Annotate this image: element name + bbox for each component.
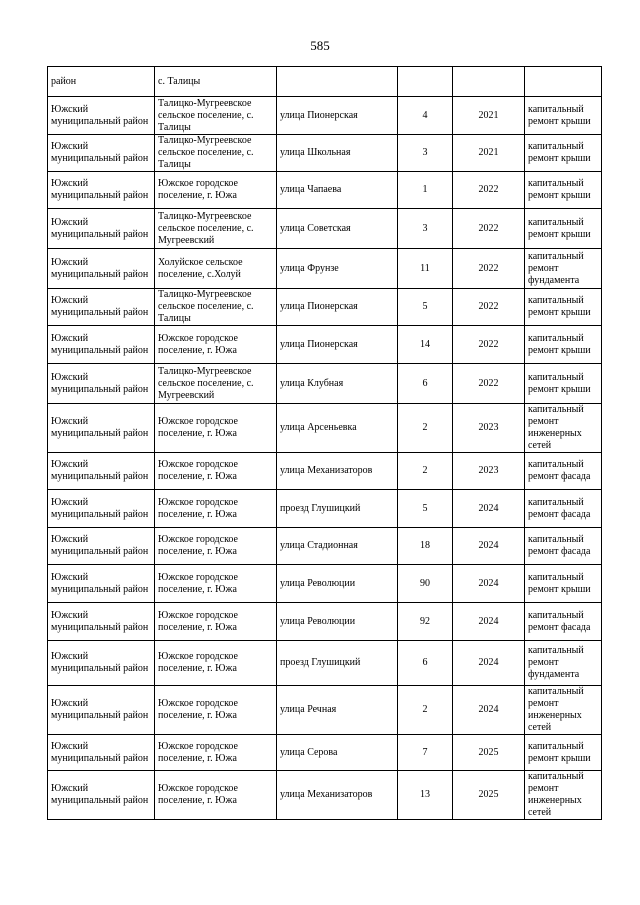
cell-work-type: капитальный ремонт инженерных сетей	[525, 404, 602, 453]
cell-area: Южский муниципальный район	[48, 641, 155, 686]
cell-street: улица Клубная	[277, 364, 398, 404]
cell-street: улица Арсеньевка	[277, 404, 398, 453]
table-row	[48, 97, 602, 135]
cell-year: 2024	[453, 490, 525, 528]
cell-area: Южский муниципальный район	[48, 172, 155, 209]
cell-street: улица Стадионная	[277, 528, 398, 565]
table-row	[48, 172, 602, 209]
cell-work-type: капитальный ремонт фасада	[525, 603, 602, 641]
cell-area: Южский муниципальный район	[48, 453, 155, 490]
cell-year: 2024	[453, 565, 525, 603]
cell-work-type: капитальный ремонт фасада	[525, 453, 602, 490]
cell-street: улица Советская	[277, 209, 398, 249]
table-row	[48, 135, 602, 172]
cell-house-number: 7	[398, 735, 453, 771]
cell-street: улица Механизаторов	[277, 771, 398, 820]
cell-house-number: 92	[398, 603, 453, 641]
cell-street: улица Революции	[277, 565, 398, 603]
table-row	[48, 565, 602, 603]
cell-street: улица Чапаева	[277, 172, 398, 209]
cell-work-type: капитальный ремонт фундамента	[525, 249, 602, 289]
cell-area: Южский муниципальный район	[48, 686, 155, 735]
cell-area: Южский муниципальный район	[48, 289, 155, 326]
table-row	[48, 289, 602, 326]
cell-work-type: капитальный ремонт инженерных сетей	[525, 686, 602, 735]
cell-street: улица Пионерская	[277, 326, 398, 364]
cell-house-number: 13	[398, 771, 453, 820]
cell-street: улица Речная	[277, 686, 398, 735]
cell-house-number: 2	[398, 686, 453, 735]
cell-area: Южский муниципальный район	[48, 490, 155, 528]
cell-work-type: капитальный ремонт фундамента	[525, 641, 602, 686]
cell-area: Южский муниципальный район	[48, 249, 155, 289]
cell-work-type: капитальный ремонт фасада	[525, 490, 602, 528]
cell-street: улица Фрунзе	[277, 249, 398, 289]
cell-settlement: Холуйское сельское поселение, с.Холуй	[155, 249, 277, 289]
cell-house-number: 6	[398, 641, 453, 686]
cell-street	[277, 67, 398, 97]
table-row	[48, 771, 602, 820]
cell-year: 2025	[453, 735, 525, 771]
cell-settlement: Южское городское поселение, г. Южа	[155, 603, 277, 641]
cell-house-number: 2	[398, 453, 453, 490]
cell-year: 2022	[453, 364, 525, 404]
cell-house-number: 1	[398, 172, 453, 209]
cell-settlement: Южское городское поселение, г. Южа	[155, 771, 277, 820]
cell-house-number: 11	[398, 249, 453, 289]
cell-year: 2021	[453, 135, 525, 172]
table-row	[48, 67, 602, 97]
cell-street: улица Пионерская	[277, 289, 398, 326]
table-row	[48, 326, 602, 364]
cell-area: Южский муниципальный район	[48, 735, 155, 771]
cell-area: Южский муниципальный район	[48, 603, 155, 641]
cell-work-type: капитальный ремонт крыши	[525, 364, 602, 404]
cell-work-type	[525, 67, 602, 97]
cell-area: Южский муниципальный район	[48, 404, 155, 453]
cell-street: улица Революции	[277, 603, 398, 641]
cell-work-type: капитальный ремонт крыши	[525, 289, 602, 326]
cell-settlement: Южское городское поселение, г. Южа	[155, 326, 277, 364]
cell-area: Южский муниципальный район	[48, 565, 155, 603]
cell-street: проезд Глушицкий	[277, 490, 398, 528]
cell-settlement: Талицко-Мугреевское сельское поселение, с. Талицы	[155, 97, 277, 135]
table-row	[48, 364, 602, 404]
cell-year: 2022	[453, 172, 525, 209]
cell-house-number: 5	[398, 289, 453, 326]
cell-house-number: 5	[398, 490, 453, 528]
cell-work-type: капитальный ремонт крыши	[525, 97, 602, 135]
table-row	[48, 603, 602, 641]
cell-house-number: 2	[398, 404, 453, 453]
cell-settlement: Южское городское поселение, г. Южа	[155, 565, 277, 603]
cell-year: 2024	[453, 528, 525, 565]
cell-street: улица Школьная	[277, 135, 398, 172]
cell-house-number: 18	[398, 528, 453, 565]
table-row	[48, 641, 602, 686]
cell-house-number: 3	[398, 135, 453, 172]
cell-settlement: Южское городское поселение, г. Южа	[155, 404, 277, 453]
cell-work-type: капитальный ремонт крыши	[525, 135, 602, 172]
cell-year: 2024	[453, 603, 525, 641]
cell-house-number: 14	[398, 326, 453, 364]
cell-area: район	[48, 67, 155, 97]
cell-settlement: Южское городское поселение, г. Южа	[155, 453, 277, 490]
cell-area: Южский муниципальный район	[48, 326, 155, 364]
cell-year: 2023	[453, 404, 525, 453]
cell-year: 2022	[453, 326, 525, 364]
table-row	[48, 528, 602, 565]
cell-year: 2022	[453, 209, 525, 249]
cell-area: Южский муниципальный район	[48, 528, 155, 565]
cell-settlement: Талицко-Мугреевское сельское поселение, с. Мугреевский	[155, 209, 277, 249]
cell-work-type: капитальный ремонт крыши	[525, 209, 602, 249]
cell-work-type: капитальный ремонт крыши	[525, 565, 602, 603]
table-body	[48, 67, 602, 820]
cell-house-number: 4	[398, 97, 453, 135]
cell-street: улица Механизаторов	[277, 453, 398, 490]
cell-house-number: 6	[398, 364, 453, 404]
cell-settlement: Южское городское поселение, г. Южа	[155, 490, 277, 528]
housing-repair-table	[47, 66, 602, 820]
cell-year: 2024	[453, 686, 525, 735]
cell-street: улица Серова	[277, 735, 398, 771]
cell-year: 2021	[453, 97, 525, 135]
table-row	[48, 735, 602, 771]
cell-year: 2024	[453, 641, 525, 686]
cell-area: Южский муниципальный район	[48, 97, 155, 135]
cell-work-type: капитальный ремонт инженерных сетей	[525, 771, 602, 820]
table-row	[48, 404, 602, 453]
cell-work-type: капитальный ремонт крыши	[525, 172, 602, 209]
table-row	[48, 249, 602, 289]
cell-settlement: Южское городское поселение, г. Южа	[155, 528, 277, 565]
cell-year: 2022	[453, 249, 525, 289]
table-row	[48, 209, 602, 249]
cell-house-number	[398, 67, 453, 97]
cell-settlement: Южское городское поселение, г. Южа	[155, 735, 277, 771]
cell-work-type: капитальный ремонт фасада	[525, 528, 602, 565]
cell-area: Южский муниципальный район	[48, 135, 155, 172]
cell-street: улица Пионерская	[277, 97, 398, 135]
cell-settlement: Южское городское поселение, г. Южа	[155, 172, 277, 209]
cell-settlement: Талицко-Мугреевское сельское поселение, с. Мугреевский	[155, 364, 277, 404]
page-number: 585	[310, 38, 330, 53]
cell-work-type: капитальный ремонт крыши	[525, 326, 602, 364]
cell-area: Южский муниципальный район	[48, 771, 155, 820]
cell-work-type: капитальный ремонт крыши	[525, 735, 602, 771]
cell-street: проезд Глушицкий	[277, 641, 398, 686]
table-row	[48, 453, 602, 490]
cell-year: 2022	[453, 289, 525, 326]
cell-year: 2025	[453, 771, 525, 820]
cell-settlement: Южское городское поселение, г. Южа	[155, 686, 277, 735]
table-row	[48, 490, 602, 528]
cell-settlement: Талицко-Мугреевское сельское поселение, с. Талицы	[155, 289, 277, 326]
cell-settlement: с. Талицы	[155, 67, 277, 97]
cell-area: Южский муниципальный район	[48, 364, 155, 404]
cell-year: 2023	[453, 453, 525, 490]
cell-settlement: Южское городское поселение, г. Южа	[155, 641, 277, 686]
cell-area: Южский муниципальный район	[48, 209, 155, 249]
cell-house-number: 90	[398, 565, 453, 603]
cell-house-number: 3	[398, 209, 453, 249]
cell-settlement: Талицко-Мугреевское сельское поселение, с. Талицы	[155, 135, 277, 172]
table-row	[48, 686, 602, 735]
cell-year	[453, 67, 525, 97]
